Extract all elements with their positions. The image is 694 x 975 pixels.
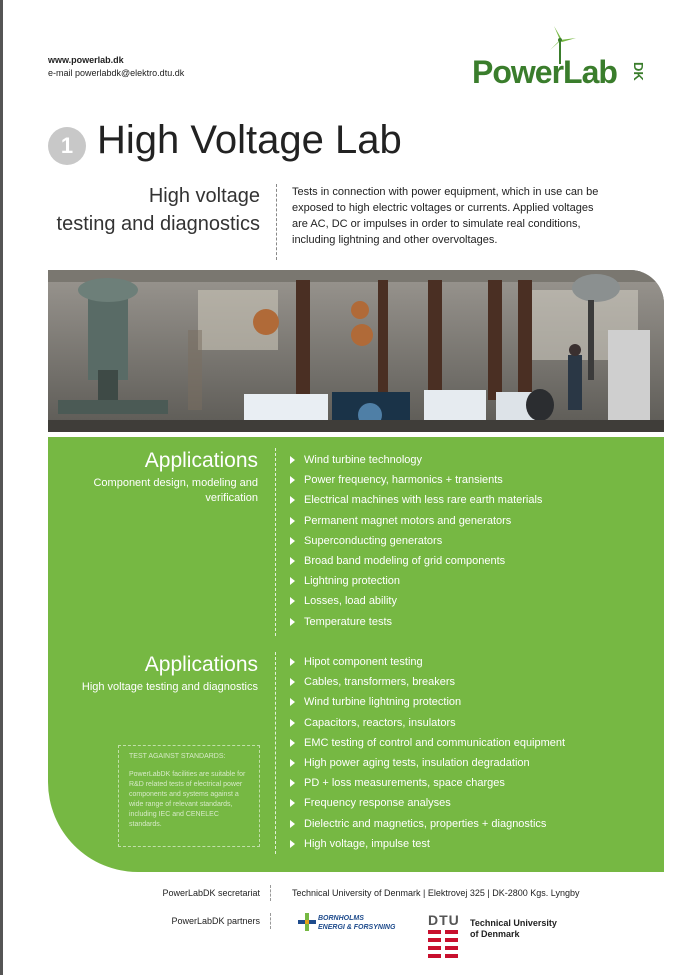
list-item bbox=[290, 591, 542, 611]
list-item bbox=[290, 571, 542, 591]
partner-2-line-2: of Denmark bbox=[470, 929, 520, 939]
bullet-arrow-icon bbox=[290, 779, 295, 787]
applications-2-divider bbox=[275, 652, 276, 854]
contact-info bbox=[48, 54, 184, 80]
partner-1-name bbox=[318, 914, 395, 932]
applications-1-header bbox=[44, 448, 258, 506]
bullet-arrow-icon bbox=[290, 799, 295, 807]
lab-photo-illustration bbox=[48, 270, 664, 432]
list-item bbox=[290, 450, 542, 470]
email-link[interactable]: e-mail powerlabdk@elektro.dtu.dk bbox=[48, 68, 185, 78]
bullet-arrow-icon bbox=[290, 739, 295, 747]
bullet-arrow-icon bbox=[290, 496, 295, 504]
footer-divider-1 bbox=[270, 885, 272, 901]
lab-photo bbox=[48, 270, 664, 432]
standards-heading: TEST AGAINST STANDARDS: bbox=[129, 753, 226, 760]
list-item-text: Wind turbine technology bbox=[304, 454, 423, 466]
dtu-emblem-icon bbox=[428, 930, 458, 960]
bullet-arrow-icon bbox=[290, 698, 295, 706]
list-item-text: Frequency response analyses bbox=[304, 797, 451, 810]
standards-body: PowerLabDK facilities are suitable for R&D related tests of electrical power components and systems against a wide range of relevant standards, including IEC and CENELEC standards. bbox=[129, 771, 246, 828]
list-item bbox=[290, 692, 565, 712]
list-item-text: Dielectric and magnetics, properties + diagnostics bbox=[304, 817, 547, 830]
partner-1-line-1: BORNHOLMS bbox=[318, 915, 364, 922]
subtitle-line-1: High voltage bbox=[148, 185, 260, 207]
bullet-arrow-icon bbox=[290, 759, 295, 767]
bornholms-mark-icon bbox=[298, 913, 316, 931]
list-item bbox=[290, 713, 565, 733]
logo-wordmark: PowerLab bbox=[472, 54, 617, 90]
partner-1-line-2: ENERGI & FORSYNING bbox=[318, 924, 396, 931]
list-item bbox=[290, 551, 542, 571]
list-item-text: Superconducting generators bbox=[304, 534, 443, 547]
bullet-arrow-icon bbox=[290, 577, 295, 585]
bullet-arrow-icon bbox=[290, 618, 295, 626]
section-subtitle bbox=[30, 182, 260, 238]
powerlab-logo bbox=[470, 24, 670, 94]
list-item-text: Hipot component testing bbox=[304, 656, 423, 668]
bullet-arrow-icon bbox=[290, 537, 295, 545]
bullet-arrow-icon bbox=[290, 658, 295, 666]
list-item-text: Cables, transformers, breakers bbox=[304, 676, 455, 689]
footer-divider-2 bbox=[270, 913, 272, 929]
bullet-arrow-icon bbox=[290, 840, 295, 848]
list-item bbox=[290, 834, 565, 854]
intro-text: Tests in connection with power equipment, which in use can be exposed to high electric voltages or currents. Applied voltages are AC, DC or impulses in order to simulate real conditions, including lightning and other overvoltages. bbox=[292, 186, 599, 246]
partner-2-line-1: Technical University bbox=[470, 918, 557, 928]
applications-1-heading: Applications bbox=[144, 449, 258, 472]
list-item bbox=[290, 753, 565, 773]
list-item-text: Permanent magnet motors and generators bbox=[304, 514, 512, 527]
bullet-arrow-icon bbox=[290, 517, 295, 525]
list-item bbox=[290, 511, 542, 531]
applications-2-list bbox=[290, 652, 565, 854]
list-item bbox=[290, 672, 565, 692]
list-item-text: Broad band modeling of grid components bbox=[304, 554, 506, 567]
list-item-text: Temperature tests bbox=[304, 615, 393, 628]
list-item bbox=[290, 490, 542, 510]
applications-2-header bbox=[44, 652, 258, 695]
secretariat-address: Technical University of Denmark | Elektrovej 325 | DK-2800 Kgs. Lyngby bbox=[292, 888, 580, 898]
list-item-text: Wind turbine lightning protection bbox=[304, 696, 462, 709]
applications-2-heading: Applications bbox=[144, 653, 258, 676]
list-item-text: EMC testing of control and communication equipment bbox=[304, 736, 566, 749]
list-item bbox=[290, 733, 565, 753]
list-item bbox=[290, 773, 565, 793]
list-item bbox=[290, 793, 565, 813]
bullet-arrow-icon bbox=[290, 719, 295, 727]
partner-2-name bbox=[470, 918, 557, 940]
page-title: High Voltage Lab bbox=[97, 118, 402, 162]
applications-2-subheading: High voltage testing and diagnostics bbox=[81, 681, 258, 693]
bullet-arrow-icon bbox=[290, 597, 295, 605]
partner-dtu-logo[interactable] bbox=[428, 912, 578, 960]
list-item bbox=[290, 612, 542, 632]
bullet-arrow-icon bbox=[290, 557, 295, 565]
partner-bornholms-logo[interactable] bbox=[298, 912, 408, 934]
bullet-arrow-icon bbox=[290, 476, 295, 484]
partners-label: PowerLabDK partners bbox=[171, 916, 260, 926]
bullet-arrow-icon bbox=[290, 678, 295, 686]
list-item-text: High power aging tests, insulation degradation bbox=[304, 756, 530, 769]
list-item-text: Power frequency, harmonics + transients bbox=[304, 474, 503, 487]
list-item-text: Capacitors, reactors, insulators bbox=[304, 716, 456, 729]
list-item-text: Electrical machines with less rare earth materials bbox=[304, 494, 543, 507]
list-item-text: PD + loss measurements, space charges bbox=[304, 777, 505, 790]
list-item bbox=[290, 470, 542, 490]
header-divider bbox=[276, 184, 277, 260]
bullet-arrow-icon bbox=[290, 820, 295, 828]
list-item bbox=[290, 531, 542, 551]
list-item-text: Lightning protection bbox=[304, 575, 401, 588]
subtitle-line-2: testing and diagnostics bbox=[56, 213, 260, 235]
secretariat-label: PowerLabDK secretariat bbox=[162, 888, 260, 898]
bullet-arrow-icon bbox=[290, 456, 295, 464]
website-link[interactable]: www.powerlab.dk bbox=[48, 55, 124, 65]
standards-box bbox=[118, 745, 260, 847]
list-item-text: High voltage, impulse test bbox=[304, 837, 430, 850]
list-item bbox=[290, 814, 565, 834]
applications-1-divider bbox=[275, 448, 276, 636]
applications-1-list bbox=[290, 450, 542, 632]
logo-dk: DK bbox=[631, 62, 646, 81]
dtu-mark: DTU bbox=[428, 912, 460, 928]
list-item-text: Losses, load ability bbox=[304, 595, 397, 608]
page-edge bbox=[0, 0, 3, 975]
section-number-badge: 1 bbox=[48, 127, 86, 165]
list-item bbox=[290, 652, 565, 672]
applications-1-subheading: Component design, modeling and verification bbox=[93, 477, 258, 504]
